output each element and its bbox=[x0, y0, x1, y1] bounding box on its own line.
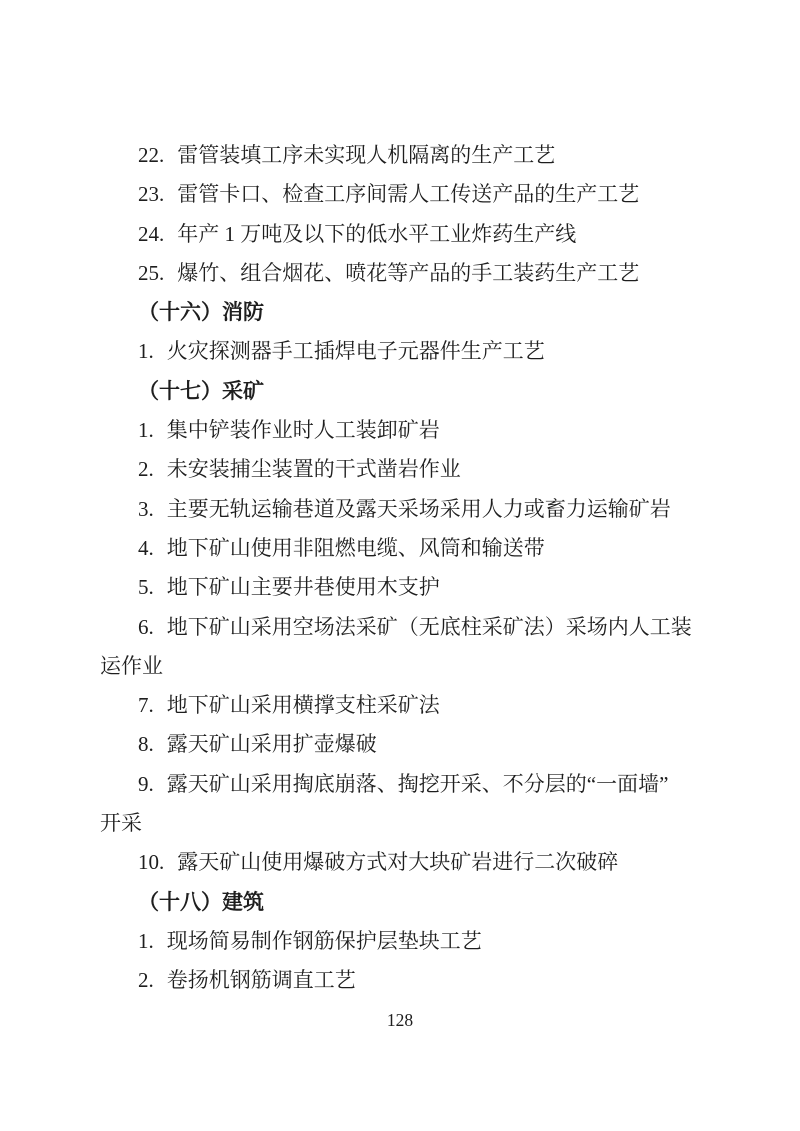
continuation-line bbox=[100, 804, 720, 843]
item-number: 2. bbox=[138, 457, 154, 482]
item-text: 雷管装填工序未实现人机隔离的生产工艺 bbox=[177, 143, 556, 167]
section-heading bbox=[100, 883, 720, 922]
item-number: 4. bbox=[138, 535, 154, 560]
list-item bbox=[100, 490, 720, 529]
list-item bbox=[100, 686, 720, 725]
page-number: 128 bbox=[386, 1010, 414, 1030]
list-item bbox=[100, 843, 720, 882]
item-text: 爆竹、组合烟花、喷花等产品的手工装药生产工艺 bbox=[177, 260, 640, 285]
item-text: 地下矿山主要井巷使用木支护 bbox=[166, 575, 440, 600]
list-item bbox=[100, 961, 720, 1000]
item-text: 地下矿山采用空场法采矿（无底柱采矿法）采场内人工装 bbox=[166, 614, 692, 639]
item-text: 未安装捕尘装置的干式凿岩作业 bbox=[166, 457, 461, 482]
continuation-text: 开采 bbox=[100, 811, 142, 836]
item-text: 集中铲装作业时人工装卸矿岩 bbox=[166, 418, 440, 443]
list-item bbox=[100, 215, 720, 254]
item-number: 1. bbox=[138, 928, 154, 953]
item-text: 现场简易制作钢筋保护层垫块工艺 bbox=[166, 928, 482, 953]
item-number: 24. bbox=[138, 221, 165, 246]
item-text: 露天矿山采用扩壶爆破 bbox=[166, 732, 377, 757]
item-number: 10. bbox=[138, 850, 165, 875]
document-body bbox=[100, 136, 720, 1001]
list-item bbox=[100, 411, 720, 450]
list-item bbox=[100, 254, 720, 293]
page-footer bbox=[0, 1008, 800, 1032]
list-item bbox=[100, 765, 720, 804]
item-text: 卷扬机钢筋调直工艺 bbox=[166, 968, 356, 993]
item-number: 6. bbox=[138, 614, 154, 639]
item-text: 地下矿山采用横撑支柱采矿法 bbox=[166, 693, 440, 718]
list-item bbox=[100, 332, 720, 371]
list-item bbox=[100, 175, 720, 214]
item-text: 露天矿山采用掏底崩落、掏挖开采、不分层的“一面墙” bbox=[166, 771, 669, 796]
item-number: 9. bbox=[138, 771, 154, 796]
list-item bbox=[100, 608, 720, 647]
section-heading-text: （十六）消防 bbox=[138, 300, 264, 325]
item-text: 地下矿山使用非阻燃电缆、风筒和输送带 bbox=[166, 535, 545, 560]
list-item bbox=[100, 922, 720, 961]
list-item bbox=[100, 529, 720, 568]
item-number: 1. bbox=[138, 339, 154, 364]
list-item bbox=[100, 450, 720, 489]
item-number: 25. bbox=[138, 260, 165, 285]
continuation-line bbox=[100, 647, 720, 686]
item-number: 8. bbox=[138, 732, 154, 757]
list-item bbox=[100, 568, 720, 607]
item-number: 5. bbox=[138, 575, 154, 600]
item-number: 3. bbox=[138, 496, 154, 521]
list-item bbox=[100, 136, 720, 175]
section-heading bbox=[100, 293, 720, 332]
list-item bbox=[100, 725, 720, 764]
item-number: 7. bbox=[138, 693, 154, 718]
item-number: 2. bbox=[138, 968, 154, 993]
section-heading bbox=[100, 372, 720, 411]
section-heading-text: （十七）采矿 bbox=[138, 378, 264, 403]
continuation-text: 运作业 bbox=[100, 653, 163, 678]
section-heading-text: （十八）建筑 bbox=[138, 889, 264, 914]
item-text: 露天矿山使用爆破方式对大块矿岩进行二次破碎 bbox=[177, 850, 619, 875]
item-text: 主要无轨运输巷道及露天采场采用人力或畜力运输矿岩 bbox=[166, 496, 671, 521]
item-number: 23. bbox=[138, 182, 165, 207]
item-text: 火灾探测器手工插焊电子元器件生产工艺 bbox=[166, 339, 545, 364]
item-text: 雷管卡口、检查工序间需人工传送产品的生产工艺 bbox=[177, 182, 640, 207]
item-text: 年产 1 万吨及以下的低水平工业炸药生产线 bbox=[177, 221, 577, 246]
item-number: 22. bbox=[138, 143, 165, 167]
item-number: 1. bbox=[138, 418, 154, 443]
